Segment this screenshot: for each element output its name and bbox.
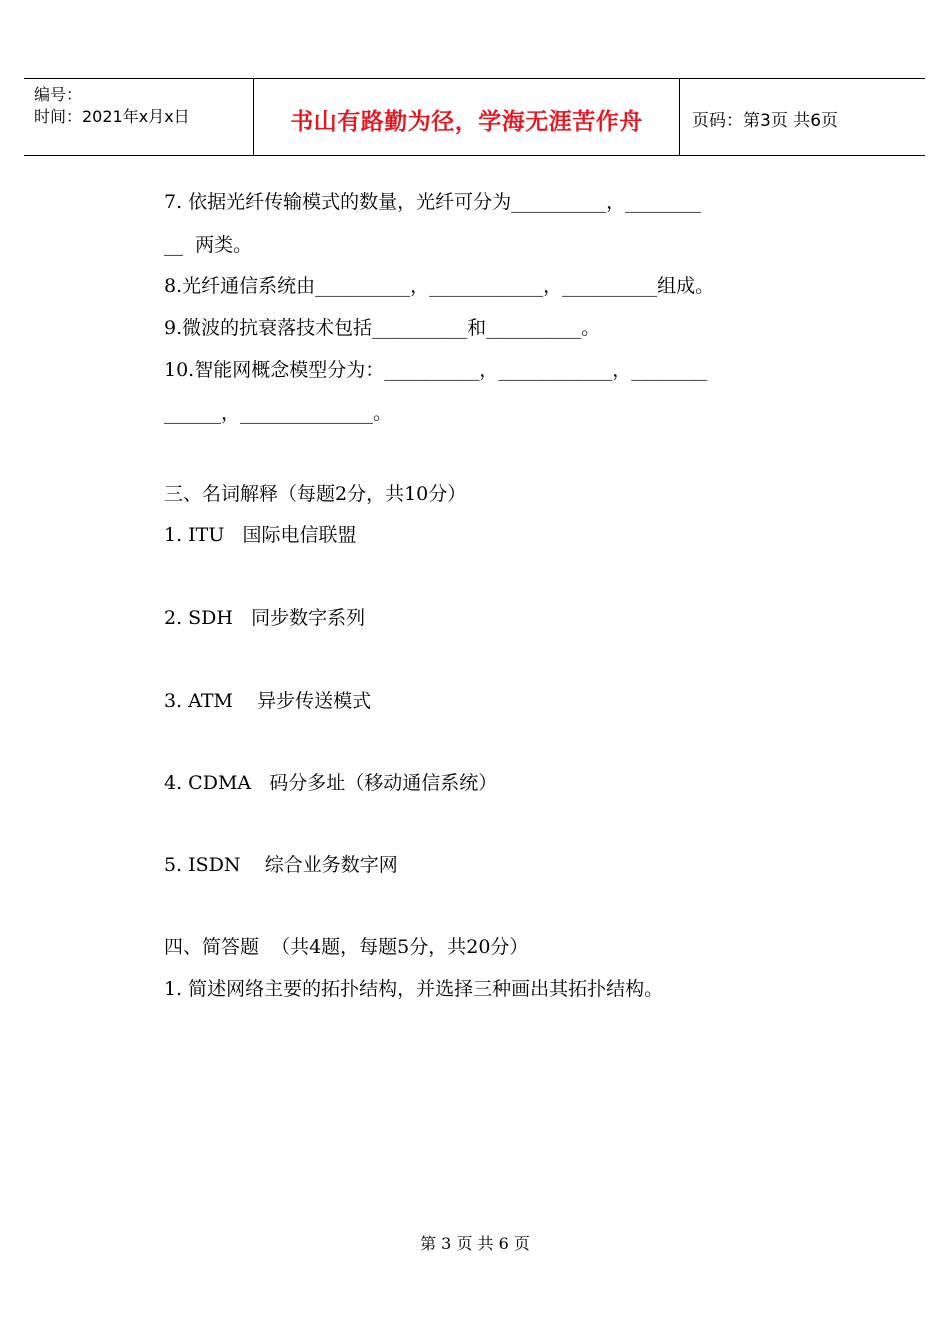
section-4-heading: 四、简答题 （共4题，每题5分，共20分） — [164, 936, 529, 958]
question-10-line-1: 10.智能网概念模型分为：__________，____________，________ — [164, 359, 708, 381]
number-label: 编号： — [34, 85, 83, 104]
question-7-line-1: 7. 依据光纤传输模式的数量，光纤可分为__________，________ — [164, 191, 702, 213]
question-10-line-2: ______，______________。 — [164, 402, 393, 424]
question-9: 9.微波的抗衰落技术包括__________和__________。 — [164, 317, 601, 339]
page-info: 页码：第3页 共6页 — [692, 111, 839, 131]
term-2: 2. SDH 同步数字系列 — [164, 607, 366, 629]
header-motto-cell — [254, 79, 680, 155]
term-5: 5. ISDN 综合业务数字网 — [164, 854, 398, 876]
term-4: 4. CDMA 码分多址（移动通信系统） — [164, 772, 498, 794]
header-page-cell — [680, 79, 925, 155]
page-footer: 第 3 页 共 6 页 — [420, 1234, 530, 1253]
question-8: 8.光纤通信系统由__________，____________，__________组成。 — [164, 275, 715, 297]
short-answer-1: 1. 简述网络主要的拓扑结构，并选择三种画出其拓扑结构。 — [164, 978, 664, 1000]
motto: 书山有路勤为径，学海无涯苦作舟 — [290, 109, 643, 135]
time-label: 时间：2021年x月x日 — [34, 107, 190, 126]
term-1: 1. ITU 国际电信联盟 — [164, 524, 357, 546]
term-3: 3. ATM 异步传送模式 — [164, 690, 372, 712]
header-meta-cell — [24, 79, 254, 155]
question-7-line-2: __ 两类。 — [164, 234, 253, 256]
page-header — [24, 78, 925, 156]
section-3-heading: 三、名词解释（每题2分，共10分） — [164, 483, 467, 505]
